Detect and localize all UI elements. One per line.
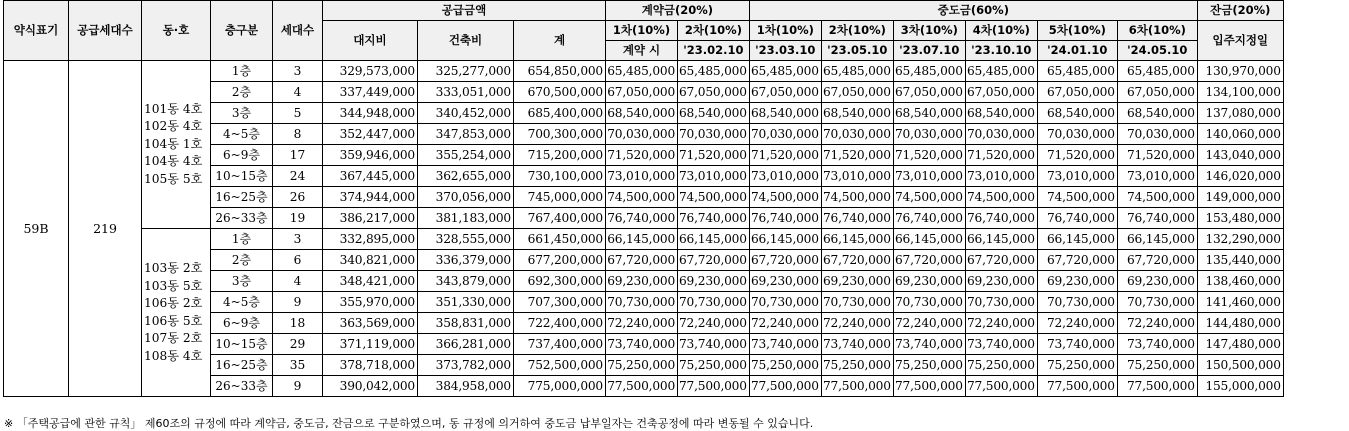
building-price-cell: 362,655,000 <box>418 166 514 187</box>
deposit-1-cell: 70,030,000 <box>606 124 678 145</box>
middle-payment-2-cell: 73,010,000 <box>821 166 893 187</box>
deposit-2-cell: 73,740,000 <box>678 334 750 355</box>
middle-payment-2-cell: 72,240,000 <box>821 313 893 334</box>
middle-payment-3-cell: 67,050,000 <box>893 82 965 103</box>
middle-payment-4-cell: 66,145,000 <box>965 229 1037 250</box>
land-price-cell: 367,445,000 <box>323 166 418 187</box>
total-price-cell: 661,450,000 <box>514 229 606 250</box>
middle-payment-5-cell: 66,145,000 <box>1037 229 1117 250</box>
middle-payment-6-cell: 76,740,000 <box>1117 208 1197 229</box>
land-price-cell: 378,718,000 <box>323 355 418 376</box>
middle-payment-4-cell: 67,050,000 <box>965 82 1037 103</box>
units-cell: 35 <box>273 355 323 376</box>
total-price-cell: 715,200,000 <box>514 145 606 166</box>
units-cell: 9 <box>273 292 323 313</box>
middle-payment-2-cell: 70,730,000 <box>821 292 893 313</box>
units-cell: 5 <box>273 103 323 124</box>
total-price-cell: 692,300,000 <box>514 271 606 292</box>
deposit-2-cell: 76,740,000 <box>678 208 750 229</box>
units-cell: 26 <box>273 187 323 208</box>
deposit-2-cell: 65,485,000 <box>678 61 750 82</box>
balance-cell: 134,100,000 <box>1197 82 1283 103</box>
middle-payment-4-cell: 77,500,000 <box>965 376 1037 397</box>
type-code-cell: 59B <box>4 61 69 397</box>
land-price-cell: 386,217,000 <box>323 208 418 229</box>
balance-cell: 143,040,000 <box>1197 145 1283 166</box>
middle-payment-3-cell: 73,740,000 <box>893 334 965 355</box>
balance-cell: 149,000,000 <box>1197 187 1283 208</box>
supply-price-table <box>3 0 1284 397</box>
deposit-1-cell: 72,240,000 <box>606 313 678 334</box>
floor-cell: 1층 <box>211 61 273 82</box>
middle-payment-6-cell: 70,730,000 <box>1117 292 1197 313</box>
middle-payment-6-cell: 73,740,000 <box>1117 334 1197 355</box>
header-type: 약식표기 <box>4 1 69 61</box>
middle-payment-5-cell: 74,500,000 <box>1037 187 1117 208</box>
middle-payment-5-cell: 70,030,000 <box>1037 124 1117 145</box>
middle-payment-6-cell: 67,050,000 <box>1117 82 1197 103</box>
middle-payment-1-cell: 74,500,000 <box>749 187 821 208</box>
header-middle-payment: 중도금(60%) <box>749 1 1197 21</box>
middle-payment-4-cell: 74,500,000 <box>965 187 1037 208</box>
land-price-cell: 374,944,000 <box>323 187 418 208</box>
middle-payment-6-cell: 71,520,000 <box>1117 145 1197 166</box>
middle-payment-6-cell: 72,240,000 <box>1117 313 1197 334</box>
header-supply-units: 공급세대수 <box>69 1 142 61</box>
header-mid-2-date: '23.05.10 <box>821 41 893 61</box>
header-mid-5: 5차(10%) <box>1037 21 1117 41</box>
deposit-2-cell: 66,145,000 <box>678 229 750 250</box>
middle-payment-3-cell: 67,720,000 <box>893 250 965 271</box>
deposit-1-cell: 66,145,000 <box>606 229 678 250</box>
deposit-1-cell: 67,050,000 <box>606 82 678 103</box>
deposit-1-cell: 74,500,000 <box>606 187 678 208</box>
land-price-cell: 359,946,000 <box>323 145 418 166</box>
total-price-cell: 737,400,000 <box>514 334 606 355</box>
middle-payment-4-cell: 68,540,000 <box>965 103 1037 124</box>
middle-payment-4-cell: 71,520,000 <box>965 145 1037 166</box>
middle-payment-5-cell: 73,740,000 <box>1037 334 1117 355</box>
middle-payment-2-cell: 77,500,000 <box>821 376 893 397</box>
deposit-1-cell: 77,500,000 <box>606 376 678 397</box>
floor-cell: 3층 <box>211 271 273 292</box>
building-price-cell: 325,277,000 <box>418 61 514 82</box>
deposit-2-cell: 73,010,000 <box>678 166 750 187</box>
middle-payment-6-cell: 66,145,000 <box>1117 229 1197 250</box>
middle-payment-2-cell: 74,500,000 <box>821 187 893 208</box>
balance-cell: 153,480,000 <box>1197 208 1283 229</box>
middle-payment-4-cell: 76,740,000 <box>965 208 1037 229</box>
header-mid-6: 6차(10%) <box>1117 21 1197 41</box>
deposit-1-cell: 76,740,000 <box>606 208 678 229</box>
middle-payment-1-cell: 71,520,000 <box>749 145 821 166</box>
land-price-cell: 363,569,000 <box>323 313 418 334</box>
middle-payment-2-cell: 73,740,000 <box>821 334 893 355</box>
deposit-1-cell: 69,230,000 <box>606 271 678 292</box>
header-mid-4-date: '23.10.10 <box>965 41 1037 61</box>
middle-payment-5-cell: 73,010,000 <box>1037 166 1117 187</box>
total-price-cell: 775,000,000 <box>514 376 606 397</box>
middle-payment-5-cell: 69,230,000 <box>1037 271 1117 292</box>
land-price-cell: 329,573,000 <box>323 61 418 82</box>
land-price-cell: 348,421,000 <box>323 271 418 292</box>
floor-cell: 2층 <box>211 250 273 271</box>
middle-payment-5-cell: 75,250,000 <box>1037 355 1117 376</box>
header-units: 세대수 <box>273 1 323 61</box>
deposit-2-cell: 71,520,000 <box>678 145 750 166</box>
middle-payment-6-cell: 68,540,000 <box>1117 103 1197 124</box>
land-price-cell: 344,948,000 <box>323 103 418 124</box>
middle-payment-5-cell: 70,730,000 <box>1037 292 1117 313</box>
header-total: 계 <box>514 21 606 61</box>
header-deposit-1-date: 계약 시 <box>606 41 678 61</box>
deposit-1-cell: 73,010,000 <box>606 166 678 187</box>
header-building: 건축비 <box>418 21 514 61</box>
middle-payment-3-cell: 73,010,000 <box>893 166 965 187</box>
header-mid-3-date: '23.07.10 <box>893 41 965 61</box>
middle-payment-2-cell: 66,145,000 <box>821 229 893 250</box>
middle-payment-1-cell: 65,485,000 <box>749 61 821 82</box>
balance-cell: 141,460,000 <box>1197 292 1283 313</box>
deposit-1-cell: 73,740,000 <box>606 334 678 355</box>
units-cell: 4 <box>273 82 323 103</box>
units-cell: 19 <box>273 208 323 229</box>
middle-payment-3-cell: 70,730,000 <box>893 292 965 313</box>
deposit-1-cell: 65,485,000 <box>606 61 678 82</box>
land-price-cell: 337,449,000 <box>323 82 418 103</box>
middle-payment-2-cell: 71,520,000 <box>821 145 893 166</box>
total-price-cell: 670,500,000 <box>514 82 606 103</box>
units-cell: 17 <box>273 145 323 166</box>
total-price-cell: 745,000,000 <box>514 187 606 208</box>
middle-payment-1-cell: 70,030,000 <box>749 124 821 145</box>
header-balance-date: 입주지정일 <box>1197 21 1283 61</box>
total-price-cell: 730,100,000 <box>514 166 606 187</box>
total-price-cell: 722,400,000 <box>514 313 606 334</box>
middle-payment-3-cell: 71,520,000 <box>893 145 965 166</box>
middle-payment-2-cell: 67,720,000 <box>821 250 893 271</box>
middle-payment-6-cell: 70,030,000 <box>1117 124 1197 145</box>
middle-payment-4-cell: 65,485,000 <box>965 61 1037 82</box>
header-balance: 잔금(20%) <box>1197 1 1283 21</box>
middle-payment-3-cell: 77,500,000 <box>893 376 965 397</box>
units-cell: 4 <box>273 271 323 292</box>
middle-payment-4-cell: 73,010,000 <box>965 166 1037 187</box>
middle-payment-1-cell: 67,720,000 <box>749 250 821 271</box>
land-price-cell: 371,119,000 <box>323 334 418 355</box>
header-mid-4: 4차(10%) <box>965 21 1037 41</box>
deposit-2-cell: 77,500,000 <box>678 376 750 397</box>
total-units-cell: 219 <box>69 61 142 397</box>
middle-payment-3-cell: 70,030,000 <box>893 124 965 145</box>
deposit-1-cell: 67,720,000 <box>606 250 678 271</box>
deposit-2-cell: 68,540,000 <box>678 103 750 124</box>
middle-payment-2-cell: 67,050,000 <box>821 82 893 103</box>
units-cell: 24 <box>273 166 323 187</box>
deposit-2-cell: 74,500,000 <box>678 187 750 208</box>
floor-cell: 16~25층 <box>211 355 273 376</box>
middle-payment-1-cell: 69,230,000 <box>749 271 821 292</box>
land-price-cell: 352,447,000 <box>323 124 418 145</box>
header-dong-ho: 동·호 <box>142 1 211 61</box>
deposit-1-cell: 70,730,000 <box>606 292 678 313</box>
deposit-1-cell: 71,520,000 <box>606 145 678 166</box>
middle-payment-1-cell: 72,240,000 <box>749 313 821 334</box>
total-price-cell: 685,400,000 <box>514 103 606 124</box>
balance-cell: 132,290,000 <box>1197 229 1283 250</box>
building-price-cell: 351,330,000 <box>418 292 514 313</box>
building-price-cell: 358,831,000 <box>418 313 514 334</box>
deposit-2-cell: 67,720,000 <box>678 250 750 271</box>
middle-payment-6-cell: 65,485,000 <box>1117 61 1197 82</box>
table-header <box>4 1 1284 61</box>
land-price-cell: 355,970,000 <box>323 292 418 313</box>
table-body <box>4 61 1284 397</box>
balance-cell: 130,970,000 <box>1197 61 1283 82</box>
deposit-1-cell: 68,540,000 <box>606 103 678 124</box>
floor-cell: 16~25층 <box>211 187 273 208</box>
middle-payment-1-cell: 77,500,000 <box>749 376 821 397</box>
balance-cell: 140,060,000 <box>1197 124 1283 145</box>
middle-payment-6-cell: 77,500,000 <box>1117 376 1197 397</box>
floor-cell: 26~33층 <box>211 208 273 229</box>
balance-cell: 135,440,000 <box>1197 250 1283 271</box>
middle-payment-2-cell: 70,030,000 <box>821 124 893 145</box>
middle-payment-4-cell: 73,740,000 <box>965 334 1037 355</box>
middle-payment-3-cell: 65,485,000 <box>893 61 965 82</box>
header-mid-1: 1차(10%) <box>749 21 821 41</box>
header-mid-2: 2차(10%) <box>821 21 893 41</box>
middle-payment-4-cell: 70,030,000 <box>965 124 1037 145</box>
deposit-1-cell: 75,250,000 <box>606 355 678 376</box>
units-cell: 3 <box>273 229 323 250</box>
middle-payment-1-cell: 76,740,000 <box>749 208 821 229</box>
building-price-cell: 355,254,000 <box>418 145 514 166</box>
middle-payment-3-cell: 75,250,000 <box>893 355 965 376</box>
middle-payment-2-cell: 65,485,000 <box>821 61 893 82</box>
balance-cell: 155,000,000 <box>1197 376 1283 397</box>
middle-payment-3-cell: 76,740,000 <box>893 208 965 229</box>
middle-payment-1-cell: 68,540,000 <box>749 103 821 124</box>
total-price-cell: 767,400,000 <box>514 208 606 229</box>
building-price-cell: 336,379,000 <box>418 250 514 271</box>
header-deposit-2-date: '23.02.10 <box>678 41 750 61</box>
total-price-cell: 677,200,000 <box>514 250 606 271</box>
deposit-2-cell: 70,730,000 <box>678 292 750 313</box>
middle-payment-2-cell: 75,250,000 <box>821 355 893 376</box>
units-cell: 18 <box>273 313 323 334</box>
land-price-cell: 340,821,000 <box>323 250 418 271</box>
dong-ho-cell: 101동 4호 102동 4호 104동 1호 104동 4호 105동 5호 <box>142 61 211 229</box>
header-row-1 <box>4 1 1284 21</box>
middle-payment-5-cell: 77,500,000 <box>1037 376 1117 397</box>
balance-cell: 150,500,000 <box>1197 355 1283 376</box>
deposit-2-cell: 72,240,000 <box>678 313 750 334</box>
header-land: 대지비 <box>323 21 418 61</box>
deposit-2-cell: 69,230,000 <box>678 271 750 292</box>
balance-cell: 144,480,000 <box>1197 313 1283 334</box>
middle-payment-4-cell: 75,250,000 <box>965 355 1037 376</box>
middle-payment-5-cell: 68,540,000 <box>1037 103 1117 124</box>
middle-payment-1-cell: 73,010,000 <box>749 166 821 187</box>
middle-payment-5-cell: 76,740,000 <box>1037 208 1117 229</box>
middle-payment-1-cell: 70,730,000 <box>749 292 821 313</box>
total-price-cell: 752,500,000 <box>514 355 606 376</box>
deposit-2-cell: 67,050,000 <box>678 82 750 103</box>
middle-payment-6-cell: 67,720,000 <box>1117 250 1197 271</box>
balance-cell: 137,080,000 <box>1197 103 1283 124</box>
header-deposit-2: 2차(10%) <box>678 21 750 41</box>
middle-payment-6-cell: 69,230,000 <box>1117 271 1197 292</box>
middle-payment-2-cell: 76,740,000 <box>821 208 893 229</box>
header-deposit: 계약금(20%) <box>606 1 750 21</box>
header-deposit-1: 1차(10%) <box>606 21 678 41</box>
deposit-2-cell: 75,250,000 <box>678 355 750 376</box>
header-mid-1-date: '23.03.10 <box>749 41 821 61</box>
building-price-cell: 343,879,000 <box>418 271 514 292</box>
building-price-cell: 340,452,000 <box>418 103 514 124</box>
building-price-cell: 381,183,000 <box>418 208 514 229</box>
units-cell: 6 <box>273 250 323 271</box>
units-cell: 9 <box>273 376 323 397</box>
middle-payment-6-cell: 75,250,000 <box>1117 355 1197 376</box>
middle-payment-3-cell: 72,240,000 <box>893 313 965 334</box>
table-row <box>4 61 1284 82</box>
floor-cell: 3층 <box>211 103 273 124</box>
header-supply-amount: 공급금액 <box>323 1 606 21</box>
header-mid-5-date: '24.01.10 <box>1037 41 1117 61</box>
middle-payment-3-cell: 66,145,000 <box>893 229 965 250</box>
balance-cell: 147,480,000 <box>1197 334 1283 355</box>
middle-payment-4-cell: 69,230,000 <box>965 271 1037 292</box>
balance-cell: 138,460,000 <box>1197 271 1283 292</box>
table-row <box>4 229 1284 250</box>
middle-payment-5-cell: 72,240,000 <box>1037 313 1117 334</box>
middle-payment-5-cell: 65,485,000 <box>1037 61 1117 82</box>
dong-ho-cell: 103동 2호 103동 5호 106동 2호 106동 5호 107동 2호 108동 4호 <box>142 229 211 397</box>
units-cell: 29 <box>273 334 323 355</box>
middle-payment-3-cell: 74,500,000 <box>893 187 965 208</box>
building-price-cell: 366,281,000 <box>418 334 514 355</box>
floor-cell: 2층 <box>211 82 273 103</box>
floor-cell: 10~15층 <box>211 334 273 355</box>
middle-payment-1-cell: 73,740,000 <box>749 334 821 355</box>
balance-cell: 146,020,000 <box>1197 166 1283 187</box>
middle-payment-5-cell: 71,520,000 <box>1037 145 1117 166</box>
middle-payment-2-cell: 69,230,000 <box>821 271 893 292</box>
building-price-cell: 333,051,000 <box>418 82 514 103</box>
building-price-cell: 373,782,000 <box>418 355 514 376</box>
land-price-cell: 390,042,000 <box>323 376 418 397</box>
building-price-cell: 370,056,000 <box>418 187 514 208</box>
floor-cell: 4~5층 <box>211 292 273 313</box>
middle-payment-3-cell: 69,230,000 <box>893 271 965 292</box>
total-price-cell: 707,300,000 <box>514 292 606 313</box>
floor-cell: 4~5층 <box>211 124 273 145</box>
middle-payment-5-cell: 67,720,000 <box>1037 250 1117 271</box>
middle-payment-4-cell: 70,730,000 <box>965 292 1037 313</box>
total-price-cell: 700,300,000 <box>514 124 606 145</box>
header-mid-6-date: '24.05.10 <box>1117 41 1197 61</box>
floor-cell: 26~33층 <box>211 376 273 397</box>
middle-payment-1-cell: 67,050,000 <box>749 82 821 103</box>
middle-payment-6-cell: 74,500,000 <box>1117 187 1197 208</box>
footnote: ※ 「주택공급에 관한 규칙」 제60조의 규정에 따라 계약금, 중도금, 잔금으로 구분하였으며, 동 규정에 의거하여 중도금 납부일자는 건축공정에 따라 변동될 수 있습니다. <box>4 417 814 430</box>
units-cell: 8 <box>273 124 323 145</box>
middle-payment-4-cell: 72,240,000 <box>965 313 1037 334</box>
floor-cell: 1층 <box>211 229 273 250</box>
middle-payment-5-cell: 67,050,000 <box>1037 82 1117 103</box>
header-mid-3: 3차(10%) <box>893 21 965 41</box>
middle-payment-4-cell: 67,720,000 <box>965 250 1037 271</box>
middle-payment-6-cell: 73,010,000 <box>1117 166 1197 187</box>
total-price-cell: 654,850,000 <box>514 61 606 82</box>
floor-cell: 6~9층 <box>211 145 273 166</box>
deposit-2-cell: 70,030,000 <box>678 124 750 145</box>
floor-cell: 6~9층 <box>211 313 273 334</box>
middle-payment-1-cell: 66,145,000 <box>749 229 821 250</box>
middle-payment-3-cell: 68,540,000 <box>893 103 965 124</box>
floor-cell: 10~15층 <box>211 166 273 187</box>
building-price-cell: 328,555,000 <box>418 229 514 250</box>
land-price-cell: 332,895,000 <box>323 229 418 250</box>
middle-payment-1-cell: 75,250,000 <box>749 355 821 376</box>
units-cell: 3 <box>273 61 323 82</box>
building-price-cell: 347,853,000 <box>418 124 514 145</box>
building-price-cell: 384,958,000 <box>418 376 514 397</box>
middle-payment-2-cell: 68,540,000 <box>821 103 893 124</box>
header-floor: 층구분 <box>211 1 273 61</box>
